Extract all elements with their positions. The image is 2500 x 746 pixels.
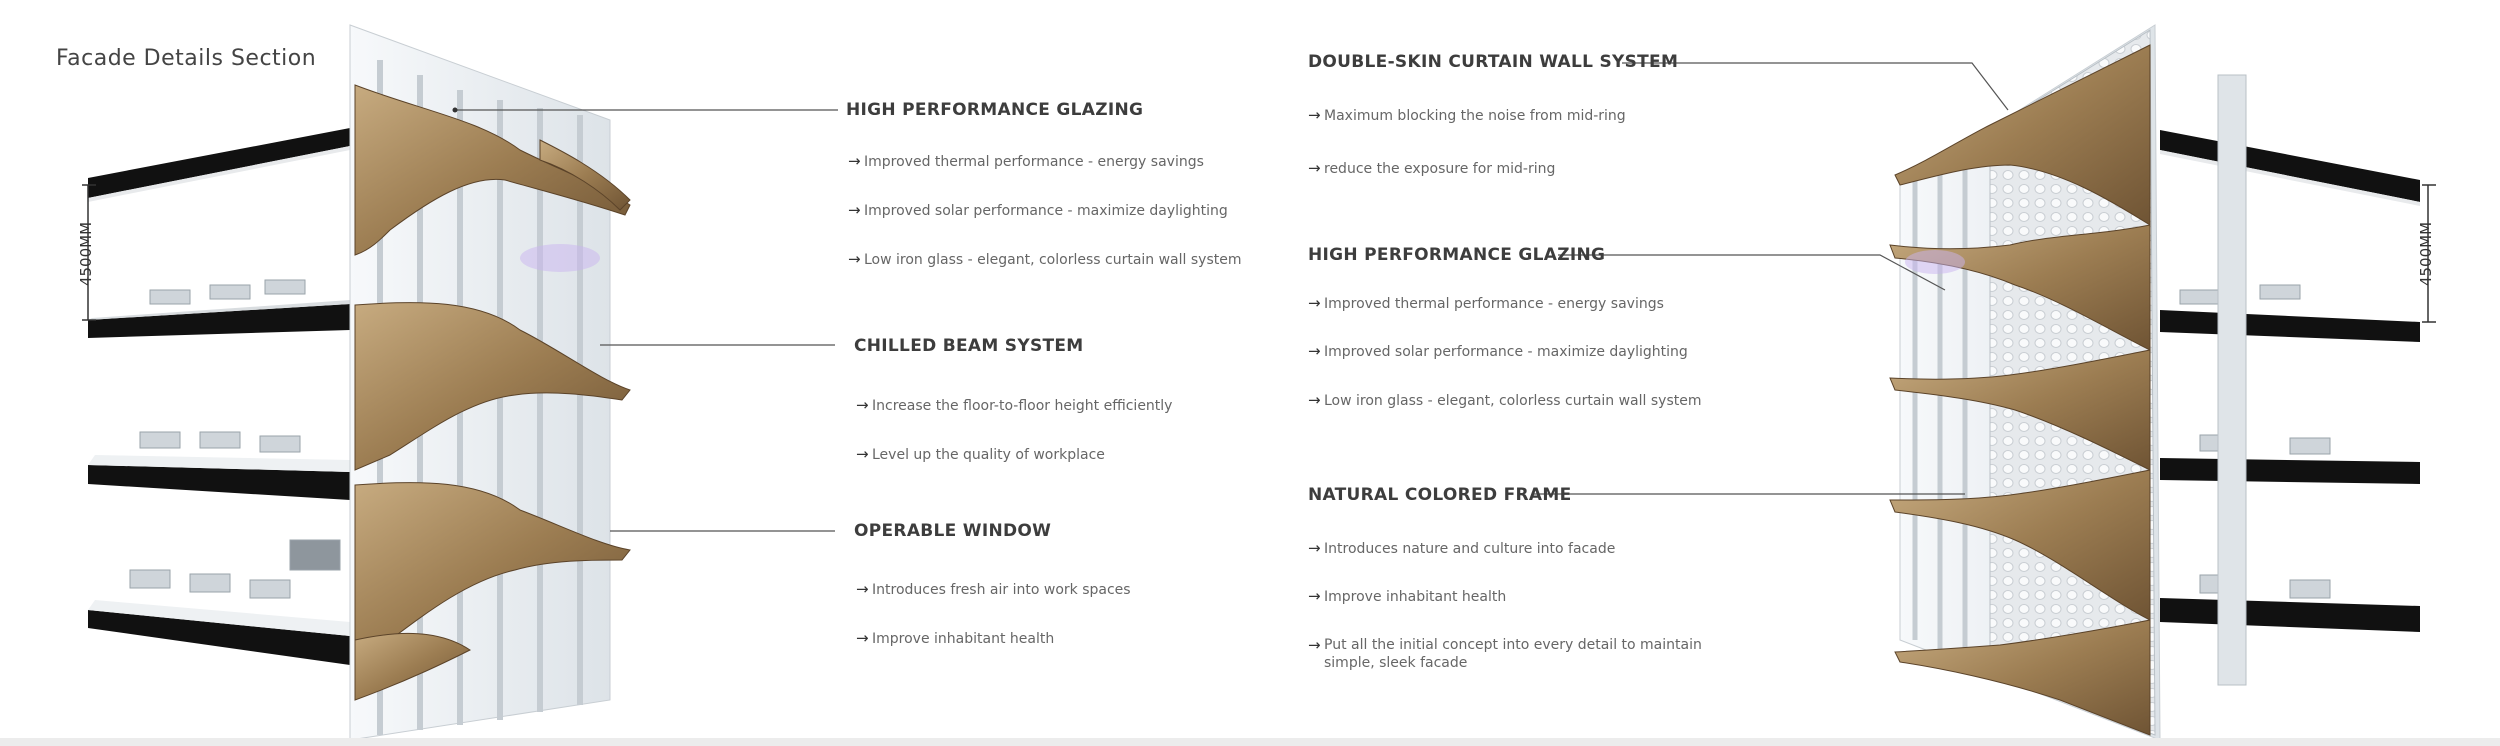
arrow-right-icon: → xyxy=(1308,539,1321,557)
arrow-right-icon: → xyxy=(856,580,869,598)
arrow-right-icon: → xyxy=(856,445,869,463)
callout-heading-high-performance-glazing: HIGH PERFORMANCE GLAZING xyxy=(846,100,1144,120)
arrow-right-icon: → xyxy=(1308,159,1321,177)
callout-heading-high-performance-glazing-right: HIGH PERFORMANCE GLAZING xyxy=(1308,245,1606,265)
arrow-right-icon: → xyxy=(856,396,869,414)
arrow-right-icon: → xyxy=(848,201,861,219)
callout-bullet: → Level up the quality of workplace xyxy=(856,445,1105,463)
callout-bullet: → Improved thermal performance - energy savings xyxy=(848,152,1204,170)
callout-bullet: → Improved thermal performance - energy savings xyxy=(1308,294,1664,312)
callout-bullet: → Improve inhabitant health xyxy=(1308,587,1507,605)
callout-bullet: → Low iron glass - elegant, colorless curtain wall system xyxy=(848,250,1242,268)
dimension-label-left: 4500MM xyxy=(77,221,96,287)
arrow-right-icon: → xyxy=(1308,636,1321,654)
callout-bullet: → Improved solar performance - maximize daylighting xyxy=(848,201,1228,219)
arrow-right-icon: → xyxy=(1308,587,1321,605)
callout-heading-operable-window: OPERABLE WINDOW xyxy=(854,521,1052,541)
callout-heading-double-skin: DOUBLE-SKIN CURTAIN WALL SYSTEM xyxy=(1308,52,1679,72)
callout-bullet: → Low iron glass - elegant, colorless curtain wall system xyxy=(1308,391,1702,409)
dimension-label-right: 4500MM xyxy=(2417,221,2436,287)
arrow-right-icon: → xyxy=(848,152,861,170)
right-building xyxy=(1532,25,2436,740)
callout-bullet: → reduce the exposure for mid-ring xyxy=(1308,159,1556,177)
callout-bullet: → Improve inhabitant health xyxy=(856,629,1055,647)
arrow-right-icon: → xyxy=(848,250,861,268)
callout-heading-chilled-beam: CHILLED BEAM SYSTEM xyxy=(854,336,1084,356)
arrow-right-icon: → xyxy=(856,629,869,647)
left-building xyxy=(82,25,838,740)
callout-heading-natural-colored-frame: NATURAL COLORED FRAME xyxy=(1308,485,1572,505)
page-title: Facade Details Section xyxy=(56,46,317,71)
arrow-right-icon: → xyxy=(1308,391,1321,409)
callout-bullet: → Improved solar performance - maximize daylighting xyxy=(1308,342,1688,360)
arrow-right-icon: → xyxy=(1308,106,1321,124)
callout-bullet: → Increase the floor-to-floor height efficiently xyxy=(856,396,1173,414)
arrow-right-icon: → xyxy=(1308,294,1321,312)
callout-bullet: → Maximum blocking the noise from mid-ring xyxy=(1308,106,1626,124)
arrow-right-icon: → xyxy=(1308,342,1321,360)
callout-bullet: → Introduces fresh air into work spaces xyxy=(856,580,1131,598)
callout-bullet: → Introduces nature and culture into facade xyxy=(1308,539,1616,557)
callout-bullet: → Put all the initial concept into every detail to maintain simple, sleek facade xyxy=(1308,636,1702,671)
